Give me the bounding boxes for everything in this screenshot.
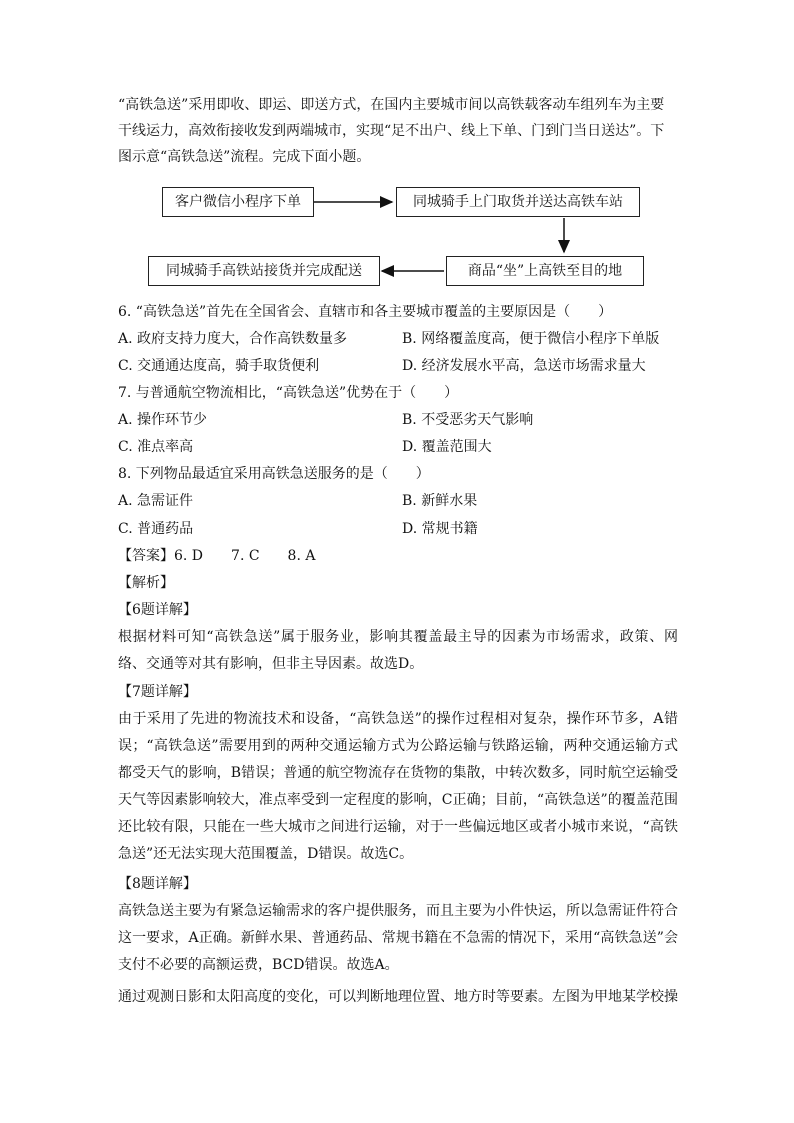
q7-explanation-heading: 【7题详解】 xyxy=(118,684,197,700)
q6-explanation-heading: 【6题详解】 xyxy=(118,602,197,618)
question-7-option-b: B. 不受恶劣天气影响 xyxy=(402,412,534,428)
q8-explanation-heading: 【8题详解】 xyxy=(118,876,197,892)
question-8-option-d: D. 常规书籍 xyxy=(402,521,478,537)
intro-paragraph: “高铁急送”采用即收、即运、即送方式，在国内主要城市间以高铁载客动车组列车为主要干线运力，高效衔接收发到两端城市，实现“足不出户、线上下单、门到门当日送达”。下图示意“高铁急送”流程。完成下面小题。 xyxy=(118,97,665,165)
flow-step-rail: 商品“坐”上高铁至目的地 xyxy=(446,256,644,286)
question-8-option-b: B. 新鲜水果 xyxy=(402,493,478,509)
question-6-option-c: C. 交通通达度高，骑手取货便利 xyxy=(118,358,320,374)
analysis-label: 【解析】 xyxy=(118,575,174,591)
answer-line: 【答案】6. D 7. C 8. A xyxy=(118,548,316,564)
flow-step-order: 客户微信小程序下单 xyxy=(162,187,314,217)
question-6-option-d: D. 经济发展水平高，急送市场需求量大 xyxy=(402,358,646,374)
question-6-option-b: B. 网络覆盖度高，便于微信小程序下单版 xyxy=(402,331,660,347)
question-6-stem: 6. “高铁急送”首先在全国省会、直辖市和各主要城市覆盖的主要原因是（ ） xyxy=(118,304,613,320)
next-question-intro: 通过观测日影和太阳高度的变化，可以判断地理位置、地方时等要素。左图为甲地某学校操 xyxy=(118,989,678,1005)
question-7-stem: 7. 与普通航空物流相比，“高铁急送”优势在于（ ） xyxy=(118,385,459,401)
q8-explanation: 高铁急送主要为有紧急运输需求的客户提供服务，而且主要为小件快运，所以急需证件符合这一要求，A正确。新鲜水果、普通药品、常规书籍在不急需的情况下，采用“高铁急送”会支付不必要的高额运费，BCD错误。故选A。 xyxy=(118,903,678,973)
question-7-option-c: C. 准点率高 xyxy=(118,439,194,455)
q6-explanation: 根据材料可知“高铁急送”属于服务业，影响其覆盖最主导的因素为市场需求，政策、网络、交通等对其有影响，但非主导因素。故选D。 xyxy=(118,629,678,672)
question-8-option-c: C. 普通药品 xyxy=(118,521,194,537)
question-7-option-d: D. 覆盖范围大 xyxy=(402,439,492,455)
question-7-option-a: A. 操作环节少 xyxy=(118,412,208,428)
question-6-option-a: A. 政府支持力度大，合作高铁数量多 xyxy=(118,331,348,347)
flow-step-delivery: 同城骑手高铁站接货并完成配送 xyxy=(148,256,380,286)
question-8-option-a: A. 急需证件 xyxy=(118,493,194,509)
flow-step-pickup: 同城骑手上门取货并送达高铁车站 xyxy=(396,187,640,217)
q7-explanation: 由于采用了先进的物流技术和设备，“高铁急送”的操作过程相对复杂，操作环节多，A错误；“高铁急送”需要用到的两种交通运输方式为公路运输与铁路运输，两种交通运输方式都受天气的影响，B错误；普通的航空物流存在货物的集散，中转次数多，同时航空运输受天气等因素影响较大，准点率受到一定程度的影响，C正确；目前，“高铁急送”的覆盖范围还比较有限，只能在一些大城市之间进行运输，对于一些偏远地区或者小城市来说，“高铁急送”还无法实现大范围覆盖，D错误。故选C。 xyxy=(118,711,678,862)
question-8-stem: 8. 下列物品最适宜采用高铁急送服务的是（ ） xyxy=(118,466,430,482)
